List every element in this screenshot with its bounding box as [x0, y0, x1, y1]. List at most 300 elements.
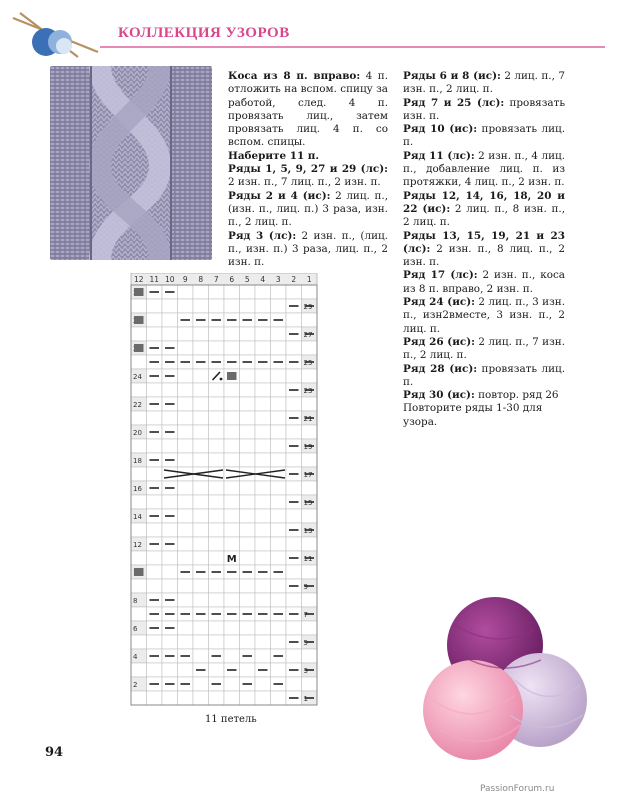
chart-cell — [255, 649, 271, 663]
chart-cell — [147, 467, 163, 481]
row-label: Ряды 1, 5, 9, 27 и 29 (лс): — [228, 163, 388, 176]
chart-cell — [255, 285, 271, 299]
chart-cell — [255, 509, 271, 523]
chart-cell — [302, 481, 318, 495]
chart-cell — [162, 467, 178, 481]
column-number: 1 — [306, 275, 312, 284]
chart-cell — [255, 537, 271, 551]
chart-cell — [178, 341, 194, 355]
row-number: 3 — [303, 667, 308, 675]
row-label: Ряд 30 (ис): — [403, 389, 475, 402]
chart-cell — [131, 355, 147, 369]
chart-cell — [193, 481, 209, 495]
chart-cell — [162, 439, 178, 453]
chart-cell — [162, 523, 178, 537]
chart-cell — [224, 341, 240, 355]
chart-cell — [302, 453, 318, 467]
chart-cell — [271, 341, 287, 355]
chart-cell — [178, 411, 194, 425]
chart-cell — [209, 383, 225, 397]
column-number: 4 — [260, 275, 266, 284]
chart-cell — [271, 551, 287, 565]
chart-cell — [193, 579, 209, 593]
chart-cell — [224, 579, 240, 593]
chart-cell — [209, 621, 225, 635]
chart-cell — [224, 299, 240, 313]
chart-cell — [178, 397, 194, 411]
chart-cell — [147, 299, 163, 313]
chart-cell — [286, 481, 302, 495]
chart-cell — [193, 677, 209, 691]
chart-cell — [240, 579, 256, 593]
chart-cell — [240, 593, 256, 607]
watermark: PassionForum.ru — [480, 784, 555, 794]
chart-cell — [224, 495, 240, 509]
column-number: 3 — [275, 275, 281, 284]
chart-cell — [162, 691, 178, 705]
column-number: 9 — [182, 275, 188, 284]
chart-cell — [193, 551, 209, 565]
chart-cell — [240, 691, 256, 705]
chart-cell — [255, 383, 271, 397]
chart-cell — [193, 635, 209, 649]
row-number: 4 — [133, 653, 138, 661]
chart-cell — [209, 411, 225, 425]
row-number: 18 — [133, 457, 142, 465]
no-stitch-symbol — [227, 372, 237, 380]
chart-cell — [147, 327, 163, 341]
chart-cell — [271, 425, 287, 439]
chart-cell — [178, 663, 194, 677]
chart-cell — [271, 509, 287, 523]
chart-cell — [302, 425, 318, 439]
column-number: 5 — [244, 275, 250, 284]
chart-cell — [209, 467, 225, 481]
chart-cell — [271, 481, 287, 495]
row-label: Ряд 17 (лс): — [403, 269, 478, 282]
chart-cell — [178, 439, 194, 453]
chart-cell — [178, 285, 194, 299]
chart-cell — [240, 327, 256, 341]
row-text: 2 лиц. п., 7 изн. п., 2 лиц. п. — [403, 70, 565, 96]
row-number: 7 — [303, 611, 308, 619]
row-number: 15 — [303, 499, 313, 507]
chart-cell — [224, 649, 240, 663]
row-number: 11 — [303, 555, 313, 563]
chart-cell — [131, 495, 147, 509]
row-text: 2 изн. п., 8 лиц. п., 2 изн. п. — [403, 242, 565, 269]
row-label: Ряд 24 (ис): — [403, 296, 475, 309]
row-label: Ряд 7 и 25 (лс): — [403, 96, 505, 109]
chart-cell — [193, 523, 209, 537]
chart-cell — [302, 397, 318, 411]
row-number: 6 — [133, 625, 138, 633]
chart-cell — [286, 341, 302, 355]
no-stitch-symbol — [134, 316, 144, 324]
chart-cell — [178, 579, 194, 593]
column-number: 10 — [164, 275, 175, 284]
chart-cell — [286, 509, 302, 523]
chart-cell — [240, 621, 256, 635]
chart-cell — [302, 649, 318, 663]
yarn-balls-image — [415, 590, 595, 770]
chart-cell — [209, 579, 225, 593]
cast-on: Наберите 11 п. — [228, 149, 320, 162]
chart-cell — [302, 369, 318, 383]
chart-cell — [178, 299, 194, 313]
row-number: 1 — [303, 695, 308, 703]
chart-cell — [240, 663, 256, 677]
chart-cell — [271, 691, 287, 705]
chart-cell — [240, 285, 256, 299]
yarn-logo — [8, 8, 103, 60]
chart-cell — [209, 635, 225, 649]
chart-cell — [286, 285, 302, 299]
chart-cell — [224, 481, 240, 495]
chart-cell — [286, 313, 302, 327]
cable-title: Коса из 8 п. вправо: — [228, 70, 361, 82]
chart-cell — [240, 383, 256, 397]
chart-cell — [209, 439, 225, 453]
chart-cell — [255, 635, 271, 649]
chart-cell — [131, 691, 147, 705]
chart-cell — [193, 621, 209, 635]
chart-cell — [271, 593, 287, 607]
chart-cell — [178, 425, 194, 439]
row-label: Ряды 2 и 4 (ис): — [228, 189, 331, 202]
chart-cell — [178, 551, 194, 565]
chart-cell — [193, 285, 209, 299]
chart-cell — [193, 397, 209, 411]
chart-cell — [240, 411, 256, 425]
chart-cell — [255, 369, 271, 383]
chart-cell — [224, 523, 240, 537]
chart-cell — [302, 341, 318, 355]
chart-cell — [302, 509, 318, 523]
row-text: 2 лиц. п., 8 изн. п., 2 лиц. п. — [403, 202, 566, 229]
chart-cell — [302, 621, 318, 635]
chart-cell — [193, 299, 209, 313]
chart-cell — [131, 411, 147, 425]
chart-cell — [271, 411, 287, 425]
chart-cell — [147, 383, 163, 397]
chart-cell — [131, 299, 147, 313]
row-label: Ряды 12, 14, 16, 18, 20 и 22 (ис): — [403, 189, 565, 215]
row-number: 20 — [133, 429, 142, 437]
chart-cell — [271, 397, 287, 411]
chart-cell — [147, 523, 163, 537]
no-stitch-symbol — [134, 344, 144, 352]
chart-cell — [271, 467, 287, 481]
chart-cell — [147, 439, 163, 453]
chart-cell — [224, 677, 240, 691]
row-number: 29 — [303, 303, 313, 311]
chart-cell — [147, 635, 163, 649]
chart-cell — [240, 537, 256, 551]
chart-cell — [240, 635, 256, 649]
chart-cell — [178, 509, 194, 523]
chart-cell — [131, 551, 147, 565]
chart-cell — [224, 635, 240, 649]
chart-cell — [286, 565, 302, 579]
row-number: 13 — [303, 527, 313, 535]
chart-cell — [255, 327, 271, 341]
chart-cell — [286, 537, 302, 551]
chart-cell — [240, 523, 256, 537]
chart-cell — [224, 621, 240, 635]
row-text: 2 изн. п., коса из 8 п. вправо, 2 изн. п. — [403, 269, 565, 295]
chart-cell — [240, 481, 256, 495]
chart-cell — [147, 565, 163, 579]
chart-cell — [255, 299, 271, 313]
chart-cell — [209, 453, 225, 467]
chart-cell — [178, 481, 194, 495]
chart-cell — [193, 495, 209, 509]
row-number: 14 — [133, 513, 142, 521]
row-text: 2 изн. п., 4 лиц. п., добавление лиц. п. из протяжки, 4 лиц. п., 2 изн. п. — [403, 149, 565, 189]
chart-cell — [209, 397, 225, 411]
row-number: 19 — [303, 443, 313, 451]
chart-cell — [240, 551, 256, 565]
chart-cell — [286, 369, 302, 383]
row-number: 2 — [133, 681, 138, 689]
chart-cell — [240, 425, 256, 439]
cable-text: 4 п. отложить на вспом. спицу за работой, след. 4 п. провязать лиц., затем провязать лиц. 4 п. со вспом. спицы. — [228, 70, 388, 149]
row-number: 24 — [133, 373, 142, 381]
row-text: 2 изн. п., 7 лиц. п., 2 изн. п. — [228, 176, 381, 189]
chart-cell — [271, 621, 287, 635]
chart-cell — [131, 383, 147, 397]
decrease-symbol — [220, 378, 223, 381]
row-label: Ряд 10 (ис): — [403, 123, 478, 136]
chart-cell — [131, 439, 147, 453]
chart-cell — [224, 383, 240, 397]
chart-cell — [224, 397, 240, 411]
chart-cell — [302, 565, 318, 579]
chart-cell — [224, 411, 240, 425]
chart-cell — [193, 383, 209, 397]
chart-cell — [286, 593, 302, 607]
chart-cell — [147, 663, 163, 677]
chart-cell — [131, 635, 147, 649]
chart-cell — [131, 579, 147, 593]
chart-cell — [240, 453, 256, 467]
chart-cell — [162, 635, 178, 649]
row-text: 2 изн. п., (лиц. п., изн. п.) 3 раза, лиц. п., 2 изн. п. — [228, 229, 388, 269]
chart-cell — [209, 299, 225, 313]
chart-cell — [162, 565, 178, 579]
column-number: 11 — [149, 275, 160, 284]
page-number: 94 — [45, 745, 64, 760]
column-number: 6 — [229, 275, 235, 284]
chart-cell — [193, 425, 209, 439]
chart-cell — [162, 551, 178, 565]
chart-cell — [147, 551, 163, 565]
instructions-column-2 — [403, 70, 565, 429]
row-number: 22 — [133, 401, 142, 409]
no-stitch-symbol — [134, 288, 144, 296]
chart-cell — [178, 383, 194, 397]
chart-cell — [193, 453, 209, 467]
chart-cell — [193, 649, 209, 663]
chart-cell — [240, 397, 256, 411]
chart-cell — [209, 425, 225, 439]
chart-cell — [255, 691, 271, 705]
chart-cell — [147, 579, 163, 593]
chart-cell — [255, 621, 271, 635]
chart-cell — [209, 285, 225, 299]
chart-cell — [162, 383, 178, 397]
chart-cell — [255, 481, 271, 495]
row-text: повтор. ряд 26 — [474, 389, 559, 402]
chart-cell — [209, 537, 225, 551]
row-label: Ряд 3 (лс): — [228, 229, 297, 242]
row-text: 2 лиц. п., 7 изн. п., 2 лиц. п. — [403, 335, 565, 362]
chart-cell — [178, 523, 194, 537]
row-label: Ряды 6 и 8 (ис): — [403, 70, 501, 82]
chart-cell — [193, 509, 209, 523]
chart-cell — [131, 607, 147, 621]
chart-cell — [147, 691, 163, 705]
chart-cell — [162, 495, 178, 509]
chart-cell — [302, 537, 318, 551]
chart-cell — [271, 453, 287, 467]
chart-cell — [271, 439, 287, 453]
chart-cell — [193, 537, 209, 551]
chart-caption: 11 петель — [205, 714, 257, 725]
row-text: провязать лиц. п. — [403, 123, 565, 149]
chart-cell — [286, 425, 302, 439]
chart-cell — [271, 285, 287, 299]
chart-cell — [162, 327, 178, 341]
chart-cell — [271, 537, 287, 551]
chart-cell — [302, 313, 318, 327]
chart-cell — [271, 579, 287, 593]
chart-cell — [271, 299, 287, 313]
row-text: провязать изн. п. — [403, 96, 565, 122]
chart-cell — [193, 369, 209, 383]
chart-cell — [255, 411, 271, 425]
row-number: 25 — [303, 359, 313, 367]
chart-cell — [209, 551, 225, 565]
chart-cell — [240, 341, 256, 355]
chart-cell — [224, 439, 240, 453]
chart-cell — [302, 677, 318, 691]
chart-cell — [224, 327, 240, 341]
row-number: 21 — [303, 415, 313, 423]
chart-cell — [147, 313, 163, 327]
chart-cell — [271, 327, 287, 341]
chart-cell — [209, 327, 225, 341]
row-number: 9 — [303, 583, 308, 591]
chart-cell — [255, 677, 271, 691]
chart-cell — [286, 397, 302, 411]
chart-cell — [178, 593, 194, 607]
row-number: 23 — [303, 387, 313, 395]
chart-cell — [209, 495, 225, 509]
row-number: 27 — [303, 331, 313, 339]
chart-cell — [240, 369, 256, 383]
chart-cell — [193, 439, 209, 453]
chart-cell — [224, 593, 240, 607]
row-text: провязать лиц. п. — [403, 362, 565, 388]
chart-cell — [162, 299, 178, 313]
chart-cell — [209, 523, 225, 537]
chart-cell — [193, 341, 209, 355]
chart-cell — [271, 523, 287, 537]
chart-cell — [224, 285, 240, 299]
chart-cell — [178, 453, 194, 467]
header-rule — [100, 46, 605, 48]
chart-cell — [255, 341, 271, 355]
chart-cell — [224, 691, 240, 705]
row-text: 2 лиц. п., (изн. п., лиц. п.) 3 раза, изн. п., 2 лиц. п. — [228, 189, 389, 229]
chart-cell — [193, 593, 209, 607]
row-label: Ряд 28 (ис): — [403, 362, 478, 375]
chart-cell — [209, 593, 225, 607]
chart-cell — [131, 663, 147, 677]
column-number: 7 — [213, 275, 219, 284]
chart-cell — [224, 467, 240, 481]
chart-cell — [255, 593, 271, 607]
chart-cell — [240, 439, 256, 453]
row-number: 17 — [303, 471, 313, 479]
column-number: 8 — [198, 275, 204, 284]
chart-cell — [193, 691, 209, 705]
chart-cell — [286, 649, 302, 663]
chart-cell — [255, 579, 271, 593]
chart-cell — [255, 425, 271, 439]
chart-cell — [271, 663, 287, 677]
chart-cell — [178, 369, 194, 383]
chart-cell — [271, 369, 287, 383]
chart-cell — [209, 663, 225, 677]
chart-cell — [286, 621, 302, 635]
chart-cell — [147, 411, 163, 425]
chart-cell — [302, 593, 318, 607]
row-label: Ряд 26 (ис): — [403, 335, 475, 348]
row-number: 8 — [133, 597, 138, 605]
chart-cell — [286, 453, 302, 467]
chart-cell — [271, 383, 287, 397]
chart-cell — [178, 691, 194, 705]
chart-cell — [178, 621, 194, 635]
chart-cell — [209, 691, 225, 705]
row-label: Ряд 11 (лс): — [403, 149, 475, 162]
chart-cell — [255, 523, 271, 537]
no-stitch-symbol — [134, 568, 144, 576]
chart-cell — [178, 495, 194, 509]
chart-cell — [162, 313, 178, 327]
row-number: 16 — [133, 485, 142, 493]
chart-cell — [147, 495, 163, 509]
chart-cell — [224, 509, 240, 523]
page-header — [0, 0, 618, 60]
chart-cell — [302, 285, 318, 299]
chart-cell — [162, 411, 178, 425]
chart-cell — [255, 453, 271, 467]
chart-cell — [131, 467, 147, 481]
row-number: 12 — [133, 541, 142, 549]
chart-cell — [240, 299, 256, 313]
chart-cell — [178, 635, 194, 649]
chart-cell — [193, 327, 209, 341]
cable-knit-photo — [50, 66, 212, 260]
chart-cell — [271, 635, 287, 649]
chart-cell — [178, 537, 194, 551]
column-number: 2 — [291, 275, 297, 284]
row-text: 2 лиц. п., 3 изн. п., изн2вместе, 3 изн. п., 2 лиц. п. — [403, 296, 565, 335]
